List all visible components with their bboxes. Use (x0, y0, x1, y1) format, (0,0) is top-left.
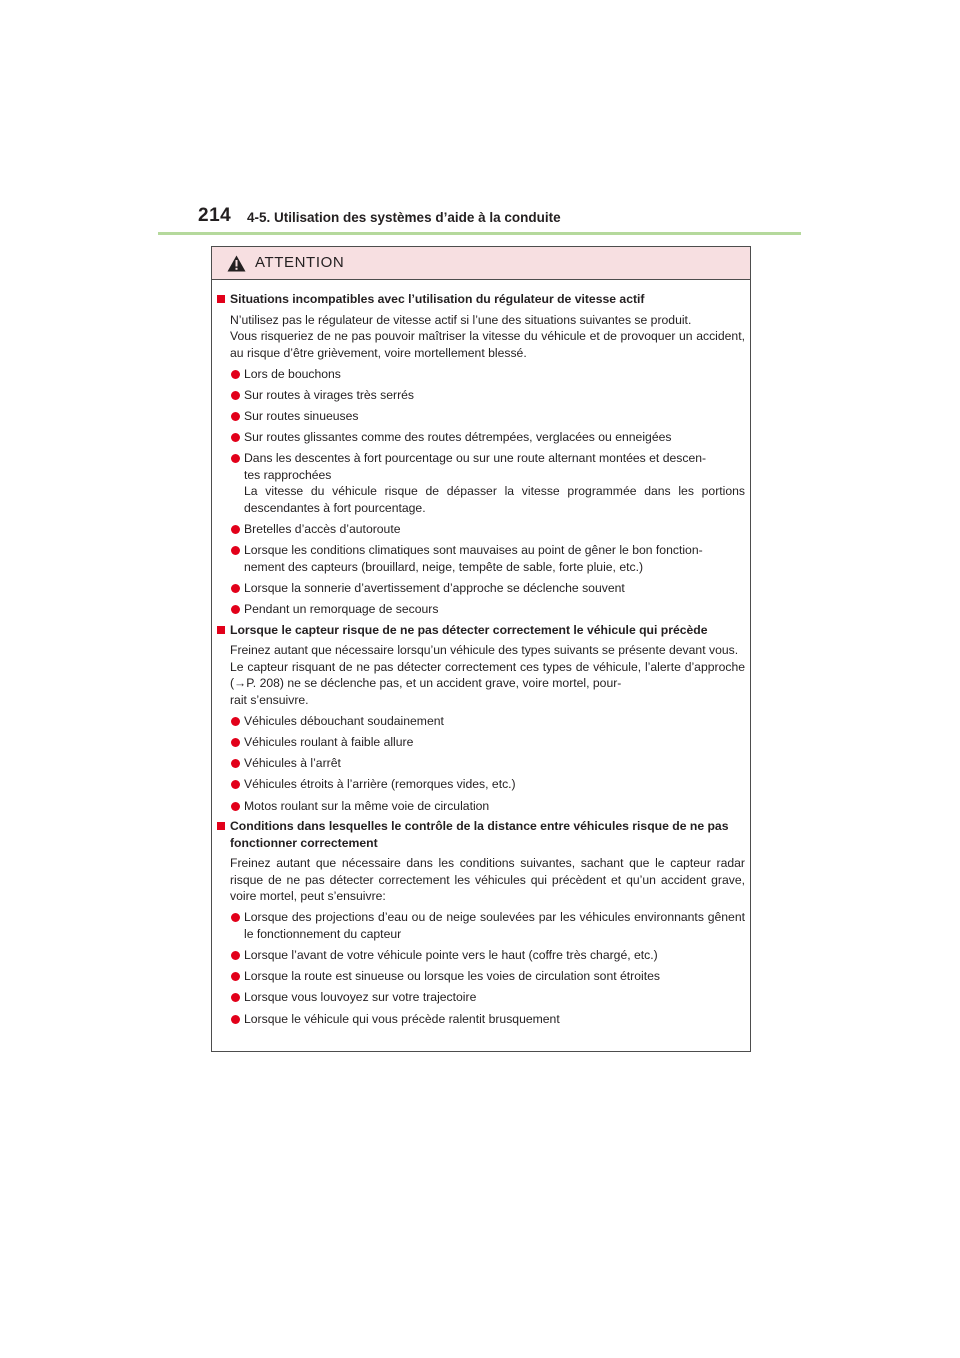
round-bullet-icon (231, 433, 240, 442)
warning-box (211, 246, 751, 1052)
list-item (216, 387, 745, 404)
list-item-text: Lorsque l’avant de votre véhicule pointe vers le haut (coffre très chargé, etc.) (244, 948, 658, 962)
list-item (216, 429, 745, 446)
list-item-text: Pendant un remorquage de secours (244, 602, 439, 617)
list-item-text: Sur routes sinueuses (244, 409, 359, 424)
round-bullet-icon (231, 780, 240, 789)
list-item (216, 776, 745, 793)
warning-title: ATTENTION (255, 254, 345, 271)
list-item-text: Lorsque vous louvoyez sur votre trajectoire (244, 990, 477, 1005)
square-bullet-icon (217, 822, 225, 830)
list-item (216, 734, 745, 751)
list-item-text: Véhicules à l’arrêt (244, 756, 341, 771)
list-item (216, 408, 745, 425)
section-heading-text: Conditions dans lesquelles le contrôle de la distance entre véhicules risque de ne pas fonctionner correctement (230, 819, 729, 850)
list-item-text: Véhicules débouchant soudainement (244, 713, 444, 728)
list-item-text: Lorsque des projections d’eau ou de neige soulevées par les véhicules environnants gênent le fonctionnement du capteur (244, 910, 745, 941)
section-heading (216, 291, 745, 308)
round-bullet-icon (231, 370, 240, 379)
header-rule (158, 232, 801, 235)
round-bullet-icon (231, 972, 240, 981)
list-item (216, 909, 745, 942)
round-bullet-icon (231, 1015, 240, 1024)
section-heading (216, 622, 745, 639)
round-bullet-icon (231, 913, 240, 922)
list-item-text: Lorsque la sonnerie d’avertissement d’approche se déclenche souvent (244, 581, 625, 595)
list-item (216, 580, 745, 597)
round-bullet-icon (231, 546, 240, 555)
list-item (216, 713, 745, 730)
round-bullet-icon (231, 525, 240, 534)
square-bullet-icon (217, 295, 225, 303)
warning-header (212, 247, 750, 280)
list-item (216, 542, 745, 575)
round-bullet-icon (231, 738, 240, 747)
list-item-text: Bretelles d’accès d’autoroute (244, 522, 401, 537)
section-paragraph: Freinez autant que nécessaire lorsqu’un véhicule des types suivants se présente devant vous. Le capteur risquant de ne pas détecter correctement ces types de véhicule, l’alerte d’approche (→P. 208) ne se déclenche pas, et un accident grave, voire mortel, pour- rait s’ensuivre. (230, 643, 745, 707)
list-item-text: Véhicules étroits à l’arrière (remorques vides, etc.) (244, 777, 516, 792)
list-item (216, 968, 745, 985)
section-heading (216, 818, 745, 851)
list-item-text: Sur routes glissantes comme des routes détrempées, verglacées ou enneigées (244, 430, 672, 445)
round-bullet-icon (231, 717, 240, 726)
list-item-text: Sur routes à virages très serrés (244, 387, 415, 402)
list-item-text: Dans les descentes à fort pourcentage ou sur une route alternant montées et descen- tes rapprochées La vitesse du véhicule risque de dépasser la vitesse programmée dans les portions descendantes à fort pourcentage. (244, 451, 745, 515)
warning-triangle-icon (227, 255, 246, 272)
round-bullet-icon (231, 759, 240, 768)
list-item-text: Lorsque les conditions climatiques sont mauvaises au point de gêner le bon fonction- nement des capteurs (brouillard, neige, tempête de sable, forte pluie, etc.) (244, 543, 703, 574)
round-bullet-icon (231, 993, 240, 1002)
square-bullet-icon (217, 626, 225, 634)
list-item (216, 521, 745, 538)
list-item (216, 366, 745, 383)
list-item (216, 450, 745, 516)
list-item-text: Motos roulant sur la même voie de circulation (244, 798, 490, 813)
list-item-text: Lors de bouchons (244, 366, 341, 381)
list-item (216, 601, 745, 618)
round-bullet-icon (231, 454, 240, 463)
list-item (216, 947, 745, 964)
section-heading-text: Situations incompatibles avec l’utilisation du régulateur de vitesse actif (230, 292, 645, 306)
section-paragraph: Freinez autant que nécessaire dans les conditions suivantes, sachant que le capteur radar risque de ne pas détecter correctement les véhicules qui précèdent et qu’un accident grave, voire mortel, peut s’ensuivre: (230, 856, 745, 904)
list-item (216, 755, 745, 772)
round-bullet-icon (231, 412, 240, 421)
page-number: 214 (198, 205, 232, 226)
list-item-text: Lorsque la route est sinueuse ou lorsque les voies de circulation sont étroites (244, 969, 660, 984)
list-item-text: Lorsque le véhicule qui vous précède ralentit brusquement (244, 1011, 560, 1026)
section-paragraph: N’utilisez pas le régulateur de vitesse actif si l’une des situations suivantes se produit. Vous risqueriez de ne pas pouvoir maîtriser la vitesse du véhicule et de provoquer un accident, au risque d’être grièvement, voire mortellement blessé. (230, 312, 745, 360)
round-bullet-icon (231, 605, 240, 614)
section-heading-text: Lorsque le capteur risque de ne pas détecter correctement le véhicule qui précède (230, 622, 708, 637)
round-bullet-icon (231, 584, 240, 593)
round-bullet-icon (231, 802, 240, 811)
list-item (216, 798, 745, 815)
round-bullet-icon (231, 391, 240, 400)
list-item (216, 1011, 745, 1028)
list-item-text: Véhicules roulant à faible allure (244, 735, 414, 750)
round-bullet-icon (231, 951, 240, 960)
chapter-title: 4-5. Utilisation des systèmes d’aide à la conduite (247, 210, 561, 225)
warning-body (212, 280, 750, 1027)
list-item (216, 989, 745, 1006)
